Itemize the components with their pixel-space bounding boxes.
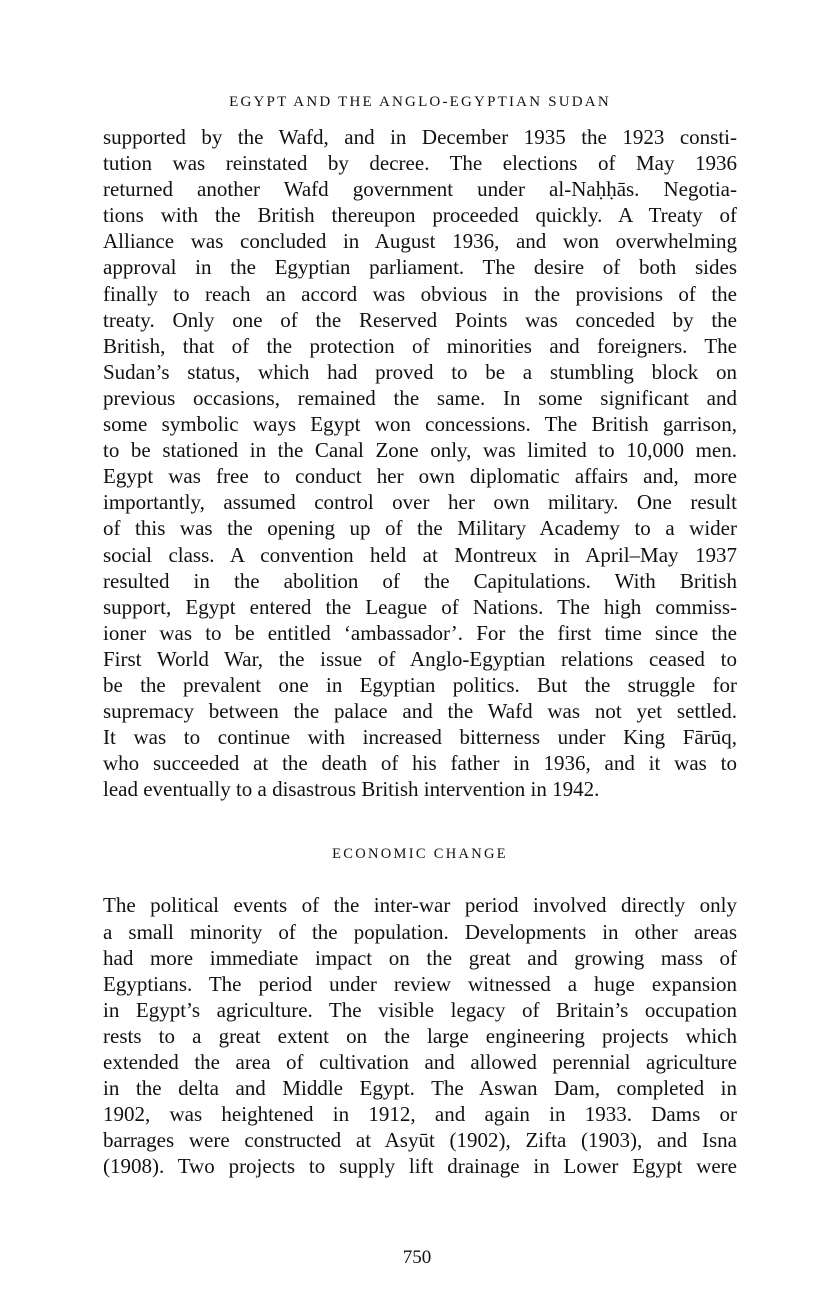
text-line: First World War, the issue of Anglo-Egyptian relations ceased to xyxy=(103,646,737,671)
text-line: to be stationed in the Canal Zone only, was limited to 10,000 men. xyxy=(103,438,737,463)
text-line: in the delta and Middle Egypt. The Aswan Dam, completed in xyxy=(103,1076,737,1101)
body-paragraph-political xyxy=(103,124,737,802)
text-line: resulted in the abolition of the Capitulations. With British xyxy=(103,568,737,593)
text-line: had more immediate impact on the great and growing mass of xyxy=(103,945,737,970)
text-line: social class. A convention held at Montreux in April–May 1937 xyxy=(103,542,737,567)
text-line: supported by the Wafd, and in December 1935 the 1923 consti- xyxy=(103,125,737,149)
text-line: Egypt was free to conduct her own diplomatic affairs and, more xyxy=(103,464,737,489)
text-line: a small minority of the population. Developments in other areas xyxy=(103,919,737,944)
text-line: Sudan’s status, which had proved to be a stumbling block on xyxy=(103,359,737,384)
text-line: British, that of the protection of minorities and foreigners. The xyxy=(103,333,737,358)
text-line: tution was reinstated by decree. The elections of May 1936 xyxy=(103,151,737,176)
text-line: extended the area of cultivation and allowed perennial agriculture xyxy=(103,1050,737,1074)
text-line: returned another Wafd government under al-Naḥḥās. Negotia- xyxy=(103,177,737,202)
page-number: 750 xyxy=(402,1247,432,1268)
text-line: The political events of the inter-war period involved directly only xyxy=(103,893,737,918)
text-line: of this was the opening up of the Military Academy to a wider xyxy=(103,516,737,541)
text-line: Egyptians. The period under review witnessed a huge expansion xyxy=(103,971,737,996)
text-line: barrages were constructed at Asyūt (1902), Zifta (1903), and Isna xyxy=(103,1128,737,1153)
text-line: who succeeded at the death of his father in 1936, and it was to xyxy=(103,751,737,776)
book-page xyxy=(103,92,737,1179)
text-line: tions with the British thereupon proceeded quickly. A Treaty of xyxy=(103,203,737,228)
text-line: importantly, assumed control over her own military. One result xyxy=(103,490,737,515)
text-line: in Egypt’s agriculture. The visible legacy of Britain’s occupation xyxy=(103,997,737,1022)
text-line: finally to reach an accord was obvious in the provisions of the xyxy=(103,281,737,306)
text-line: supremacy between the palace and the Wafd was not yet settled. xyxy=(103,699,737,724)
text-line: approval in the Egyptian parliament. The desire of both sides xyxy=(103,255,737,280)
body-paragraph-economic xyxy=(103,892,737,1179)
section-heading: ECONOMIC CHANGE xyxy=(332,846,508,863)
text-line: be the prevalent one in Egyptian politics. But the struggle for xyxy=(103,672,737,697)
text-line: Alliance was concluded in August 1936, and won overwhelming xyxy=(103,229,737,254)
text-line: 1902, was heightened in 1912, and again in 1933. Dams or xyxy=(103,1102,737,1127)
text-line: support, Egypt entered the League of Nations. The high commiss- xyxy=(103,594,737,619)
text-line: It was to continue with increased bitterness under King Fārūq, xyxy=(103,725,737,750)
text-line: lead eventually to a disastrous British intervention in 1942. xyxy=(103,777,600,802)
text-line: rests to a great extent on the large engineering projects which xyxy=(103,1023,737,1048)
text-line: some symbolic ways Egypt won concessions. The British garrison, xyxy=(103,412,737,437)
text-line: treaty. Only one of the Reserved Points was conceded by the xyxy=(103,307,737,332)
text-line: previous occasions, remained the same. In some significant and xyxy=(103,385,737,410)
running-head: EGYPT AND THE ANGLO-EGYPTIAN SUDAN xyxy=(229,94,611,110)
text-line: ioner was to be entitled ‘ambassador’. For the first time since the xyxy=(103,620,737,645)
text-line: (1908). Two projects to supply lift drainage in Lower Egypt were xyxy=(103,1154,737,1179)
